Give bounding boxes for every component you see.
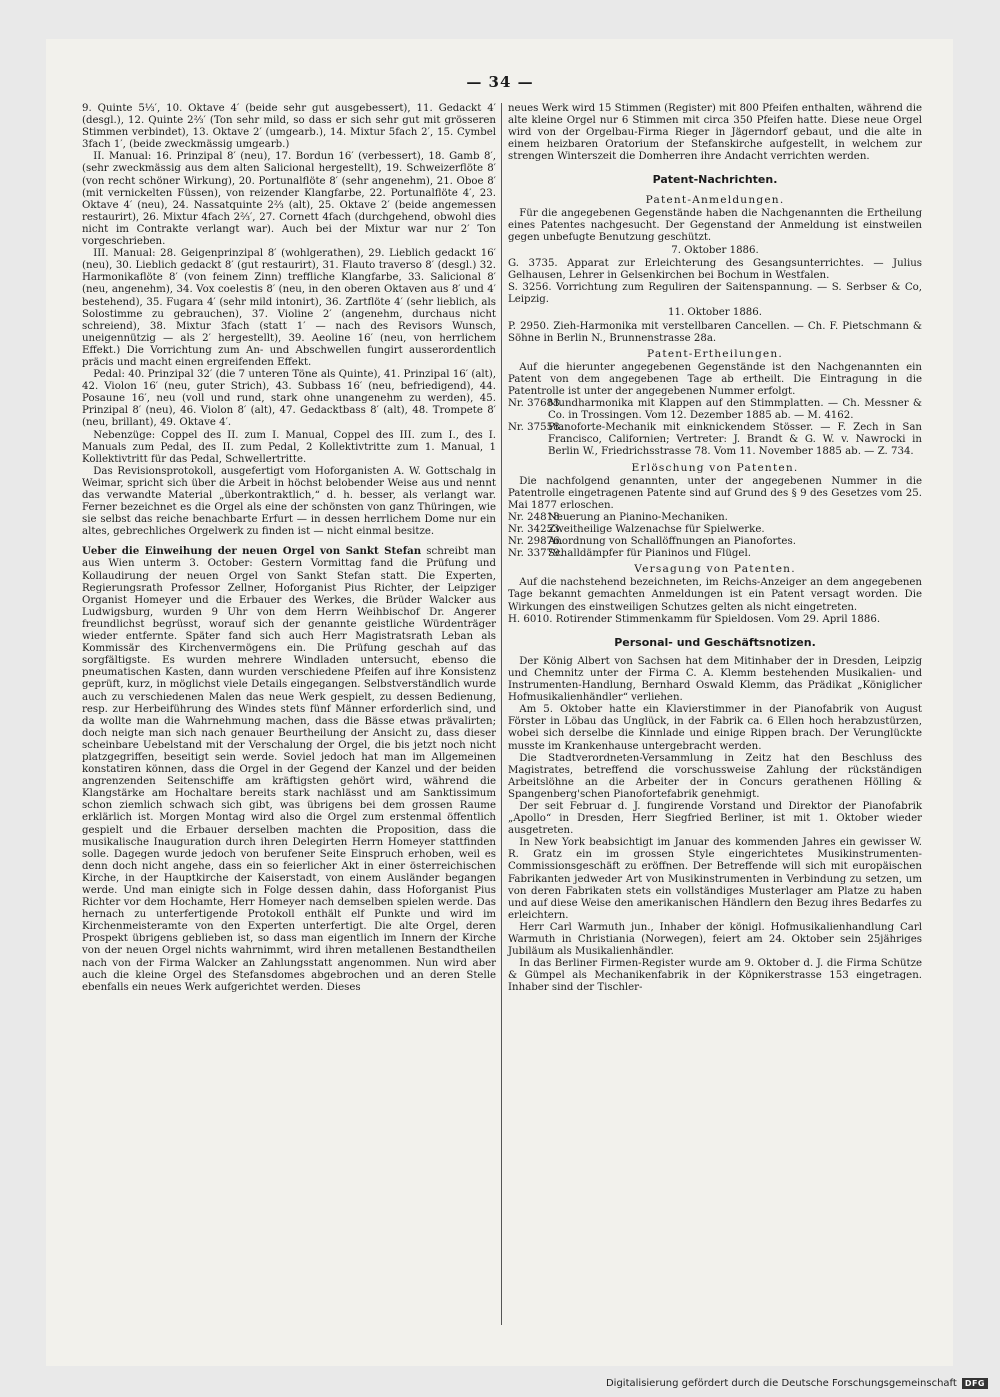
versagung-intro: Auf die nachstehend bezeichneten, im Reichs-Anzeiger an dem angegebenen Tage bekannt gemachten Anmeldungen ist ein Patent versagt worden. Die Wirkungen des einstweiligen Schutzes gelten als nicht eingetreten. <box>508 577 922 613</box>
paragraph-pedal: Pedal: 40. Prinzipal 32′ (die 7 unteren Töne als Quinte), 41. Prinzipal 16′ (alt), 42. Violon 16′ (neu, guter Strich), 43. Subbass 16′ (neu, befriedigend), 44. Posaune 16′, neu (voll und rund, stark ohne unangenehm zu werden), 45. Prinzipal 8′ (neu), 46. Violon 8′ (alt), 47. Gedacktbass 8′ (alt), 48. Trompete 8′ (neu, brillant), 49. Oktave 4′. <box>82 369 496 429</box>
left-column <box>82 103 496 994</box>
footer-text: Digitalisierung gefördert durch die Deutsche Forschungsgemeinschaft <box>605 1378 957 1389</box>
patent-entry <box>508 536 922 548</box>
patent-text: Anordnung von Schallöffnungen an Pianofortes. <box>548 536 796 548</box>
anmeldungen-intro: Für die angegebenen Gegenstände haben die Nachgenannten die Ertheilung eines Patentes nachgesucht. Der Gegenstand der Anmeldung ist einstweilen gegen unbefugte Benutzung geschützt. <box>508 207 922 243</box>
patent-number: Nr. 34253. <box>508 524 563 535</box>
patent-entry: H. 6010. Rotirender Stimmenkamm für Spieldosen. Vom 29. April 1886. <box>508 613 881 625</box>
patent-entry <box>508 524 922 536</box>
patent-entry: G. 3735. Apparat zur Erleichterung des Gesangsunterrichtes. — Julius Gelhausen, Lehrer in Gelsenkirchen bei Bochum in Westfalen. <box>508 258 922 282</box>
paragraph-continuation: neues Werk wird 15 Stimmen (Register) mit 800 Pfeifen enthalten, während die alte kleine Orgel nur 6 Stimmen mit circa 350 Pfeifen hatte. Diese neue Orgel wird von der Orgelbau-Firma Rieger in Jägerndorf gebaut, und die alte in einem heizbaren Oratorium der Stefanskirche aufgestellt, in welchem zur strengen Winterszeit die Domherren ihre Andacht verrichten werden. <box>508 103 922 163</box>
patent-text: Schalldämpfer für Pianinos und Flügel. <box>548 548 751 560</box>
notice-klemm: Der König Albert von Sachsen hat dem Mitinhaber der in Dresden, Leipzig und Chemnitz unter der Firma C. A. Klemm bestehenden Musikalien- und Instrumenten-Handlung, Bernhard Oswald Klemm, das Prädikat „Königlicher Hofmusikalienhändler“ verliehen. <box>508 655 922 704</box>
patent-number: Nr. 37683. <box>508 398 563 410</box>
patent-entry <box>508 422 922 458</box>
section-heading-personal: Personal- und Geschäftsnotizen. <box>614 635 816 649</box>
patent-number: Nr. 33779. <box>508 548 563 560</box>
patent-text: Mundharmonika mit Klappen auf den Stimmplatten. — Ch. Messner & Co. in Trossingen. Vom 12. Dezember 1885 ab. — M. 4162. <box>548 398 922 422</box>
paragraph-nebenzuege: Nebenzüge: Coppel des II. zum I. Manual, Coppel des III. zum I., des I. Manuals zum Pedal, des II. zum Pedal, 2 Kollektivtritte zum 1. Manual, 1 Kollektivtritt für das Pedal, Schwellertritte. <box>82 429 496 465</box>
notice-foerster: Am 5. Oktober hatte ein Klavierstimmer in der Pianofabrik von August Förster in Löbau das Unglück, in der Fabrik ca. 6 Ellen hoch herabzustürzen, wobei sich derselbe die Kinnlade und einige Rippen brach. Der Verunglückte musste im Krankenhause untergebracht werden. <box>508 704 922 752</box>
footer-credit <box>606 1378 988 1389</box>
page-number: — 34 — <box>466 73 534 91</box>
article-body: schreibt man aus Wien unterm 3. October: Gestern Vormittag fand die Prüfung und Kollaudirung der neuen Orgel von Sankt Stefan statt. Die Experten, Regierungsrath Professor Zellner, Hoforganist Pius Richter, der Leipziger Organist Homeyer und die Erbauer des Werkes, die Brüder Walcker aus Ludwigsburg, wurden 9 Uhr von dem Herrn Weihbischof Dr. Angerer freundlichst begrüsst, worauf sich der genannte geistliche Würdenträger wieder entfernte. Später fand sich auch Herr Magistratsrath Leban als Kommissär des Kirchenvermögens ein. Die Prüfung geschah auf das sorgfältigste. Es wurden mehrere Windladen untersucht, ebenso die pneumatischen Kasten, dann wurden verschiedene Pfeifen auf ihre Konsistenz geprüft, kurz, in möglichst viele Details eingegangen. Selbstverständlich wurde auch zu verschiedenen Malen das neue Werk gespielt, zu dessen Bedienung, resp. zur Herbeiführung des Windes stets fünf Männer erforderlich sind, und da wollte man die Wahrnehmung machen, dass die Bässe etwas prävalirten; doch neigte man sich nach genauer Beurtheilung der Ansicht zu, dass dieser scheinbare Uebelstand mit der Verschalung der Orgel, die bis jetzt noch nicht platzgegriffen, beseitigt sein werde. Soviel jedoch hat man im Allgemeinen konstatiren können, dass die Orgel in der Gegend der Kanzel und der beiden angrenzenden Seitenschiffe am kräftigsten gehört wird, während die Klangstärke am Hochaltare bereits stark nachlässt und am Sanktissimum schon ziemlich schwach sich gibt, was übrigens bei dem grossen Raume erklärlich ist. Morgen Montag wird also die Orgel zum erstenmal öffentlich gespielt und die Erbauer derselben machten die Proposition, dass die musikalische Inauguration durch ihren Delegirten Herrn Homeyer stattfinden solle. Dagegen wurde jedoch von berufener Seite Einspruch erhoben, weil es denn doch nicht angehe, dass ein so feierlicher Akt in einer österreichischen Kirche, in der Hauptkirche der Kaiserstadt, von einem Ausländer begangen werde. Und man einigte sich in Folge dessen dahin, dass Hoforganist Pius Richter vor dem Hochamte, Herr Homeyer nach demselben spielen werde. Das hernach zu unterfertigende Protokoll enthält elf Punkte und wird im Kirchenmeisteramte von den Experten unterfertigt. Die alte Orgel, deren Prospekt übrigens geblieben ist, so dass man eigentlich im Innern der Kirche von der neuen Orgel nichts wahrnimmt, wird ihren metallenen Bestandtheilen nach von der Firma Walcker an Zahlungsstatt angenommen. Nun wird aber auch die kleine Orgel des Stefansdomes abgebrochen und an deren Stelle ebenfalls ein neues Werk aufgerichtet werden. Dieses <box>82 546 496 993</box>
article-stefan-orgel <box>82 545 496 993</box>
patent-text: Pianoforte-Mechanik mit einknickendem Stösser. — F. Zech in San Francisco, Californien; Vertreter: J. Brandt & G. W. v. Nawrocki in Berlin W., Friedrichsstrasse 78. Vom 11. November 1885 ab. — Z. 734. <box>548 422 922 458</box>
article-headline-run: Ueber die Einweihung der neuen Orgel von Sankt Stefan <box>82 545 422 558</box>
patent-number: Nr. 37558. <box>508 422 563 434</box>
patent-number: Nr. 29876. <box>508 536 563 548</box>
patent-entry <box>508 398 922 422</box>
date-heading: 11. Oktober 1886. <box>667 307 762 319</box>
paragraph-manual-3: III. Manual: 28. Geigenprinzipal 8′ (wohlgerathen), 29. Lieblich gedackt 16′ (neu), 30. Lieblich gedackt 8′ (gut restaurirt), 31. Flauto traverso 8′ (desgl.) 32. Harmonikaflöte 8′ (von feinem Zinn) treffliche Klangfarbe, 33. Salicional 8′ (neu, angenehm), 34. Vox coelestis 8′ (neu, in den oberen Oktaven aus 8′ und 4′ bestehend), 35. Fugara 4′ (sehr mild intonirt), 36. Zartflöte 4′ (sehr lieblich, als Solostimme zu gebrauchen), 37. Violine 2′ (angenehm, durchaus nicht schreiend), 38. Mixtur 3fach (statt 1′ — nach des Revisors Wunsch, uneigennützig — als 2′ hergestellt), 39. Aeoline 16′ (neu, von herrlichem Effekt.) Die Vorrichtung zum An- und Abschwellen fungirt ausserordentlich präcis und macht einen ergreifenden Effekt. <box>82 248 496 368</box>
date-heading: 7. Oktober 1886. <box>671 244 759 256</box>
patent-entry <box>508 548 922 560</box>
notice-berlin-register: In das Berliner Firmen-Register wurde am 9. Oktober d. J. die Firma Schütze & Gümpel als Mechanikenfabrik in der Köpnikerstrasse 153 eingetragen. Inhaber sind der Tischler- <box>508 958 922 994</box>
paragraph-revisionsprotokoll: Das Revisionsprotokoll, ausgefertigt vom Hoforganisten A. W. Gottschalg in Weimar, spricht sich über die Arbeit in höchst belobender Weise aus und nennt das verwandte Material „überkontraktlich,“ d. h. besser, als verlangt war. Ferner bezeichnet es die Orgel als eine der schönsten von ganz Thüringen, wie sie selbst das reiche benachbarte Erfurt — in dessen herrlichem Dome nur ein altes, gebrechliches Orgelwerk zu finden ist — nicht einmal besitze. <box>82 465 496 538</box>
patent-text: Zweitheilige Walzenachse für Spielwerke. <box>548 524 765 535</box>
patent-entry: S. 3256. Vorrichtung zum Reguliren der Saitenspannung. — S. Serbser & Co, Leipzig. <box>508 282 922 306</box>
notice-warmuth: Herr Carl Warmuth jun., Inhaber der königl. Hofmusikalienhandlung Carl Warmuth in Christiania (Norwegen), feiert am 24. Oktober sein 25jähriges Jubiläum als Musikalienhändler. <box>508 921 922 958</box>
patent-text: Neuerung an Pianino-Mechaniken. <box>548 511 728 523</box>
notice-apollo: Der seit Februar d. J. fungirende Vorstand und Direktor der Pianofabrik „Apollo“ in Dresden, Herr Siegfried Berliner, ist mit 1. Oktober wieder ausgetreten. <box>508 800 922 837</box>
subheading-erloeschung: Erlöschung von Patenten. <box>631 461 799 474</box>
dfg-logo-icon: DFG <box>962 1378 988 1389</box>
right-column <box>508 103 922 994</box>
patent-entry <box>508 512 922 524</box>
subheading-anmeldungen: Patent-Anmeldungen. <box>645 193 785 206</box>
paragraph-organ-stops: 9. Quinte 5⅓′, 10. Oktave 4′ (beide sehr gut ausgebessert), 11. Gedackt 4′ (desgl.), 12. Quinte 2⅔′ (Ton sehr mild, so dass er sich sehr gut mit grösseren Stimmen verbindet), 13. Oktave 2′ (umgearb.), 14. Mixtur 5fach 2′, 15. Cymbel 3fach 1′, (beide zweckmässig umgearb.) <box>82 103 496 151</box>
notice-new-york: In New York beabsichtigt im Januar des kommenden Jahres ein gewisser W. R. Gratz ein im grossen Style eingerichtetes Musikinstrumenten-Commissionsgeschäft zu eröffnen. Der Betreffende will sich mit europäischen Fabrikanten jedweder Art von Musikinstrumenten in Verbindung zu setzen, um von deren Fabrikaten stets ein vollständiges Musterlager am Platze zu haben und auf diese Weise den amerikanischen Händlern den Bezug ihres Bedarfes zu erleichtern. <box>508 837 922 921</box>
notice-zeitz: Die Stadtverordneten-Versammlung in Zeitz hat den Beschluss des Magistrates, betreffend die vorschussweise Zahlung der rückständigen Arbeitslöhne an die Arbeiter der in Concurs gerathenen Hölling & Spangenberg'schen Pianofortefabrik genehmigt. <box>508 752 922 800</box>
ertheilungen-intro: Auf die hierunter angegebenen Gegenstände ist den Nachgenannten ein Patent von dem angegebenen Tage ab ertheilt. Die Eintragung in die Patentrolle ist unter der angegebenen Nummer erfolgt. <box>508 361 922 397</box>
subheading-versagung: Versagung von Patenten. <box>634 563 796 576</box>
paragraph-manual-2: II. Manual: 16. Prinzipal 8′ (neu), 17. Bordun 16′ (verbessert), 18. Gamb 8′, (sehr zweckmässig aus dem alten Salicional hergestellt), 19. Schweizerflöte 8′ (von recht schöner Wirkung), 20. Portunalflöte 8′ (sehr angenehm), 21. Oboe 8′ (mit vernickelten Füssen), von reizender Klangfarbe, 22. Portunalflöte 4′, 23. Oktave 4′ (neu), 24. Nassatquinte 2⅔ (alt), 25. Oktave 2′ (beide angemessen restaurirt), 26. Mixtur 4fach 2⅔′, 27. Cornett 4fach (durchgehend, obwohl dies nicht im Contrakte verlangt war). Auch bei der Mixtur war nur 2′ Ton vorgeschrieben. <box>82 151 496 248</box>
patent-number: Nr. 24818. <box>508 511 563 523</box>
patent-entry: P. 2950. Zieh-Harmonika mit verstellbaren Cancellen. — Ch. F. Pietschmann & Söhne in Berlin N., Brunnenstrasse 28a. <box>508 320 922 344</box>
column-divider <box>501 103 502 1325</box>
subheading-ertheilungen: Patent-Ertheilungen. <box>647 347 783 360</box>
section-heading-patent: Patent-Nachrichten. <box>652 173 778 187</box>
spacer <box>82 538 496 545</box>
erloeschung-intro: Die nachfolgend genannten, unter der angegebenen Nummer in die Patentrolle eingetragenen Patente sind auf Grund des § 9 des Gesetzes vom 25. Mai 1877 erloschen. <box>508 475 922 511</box>
